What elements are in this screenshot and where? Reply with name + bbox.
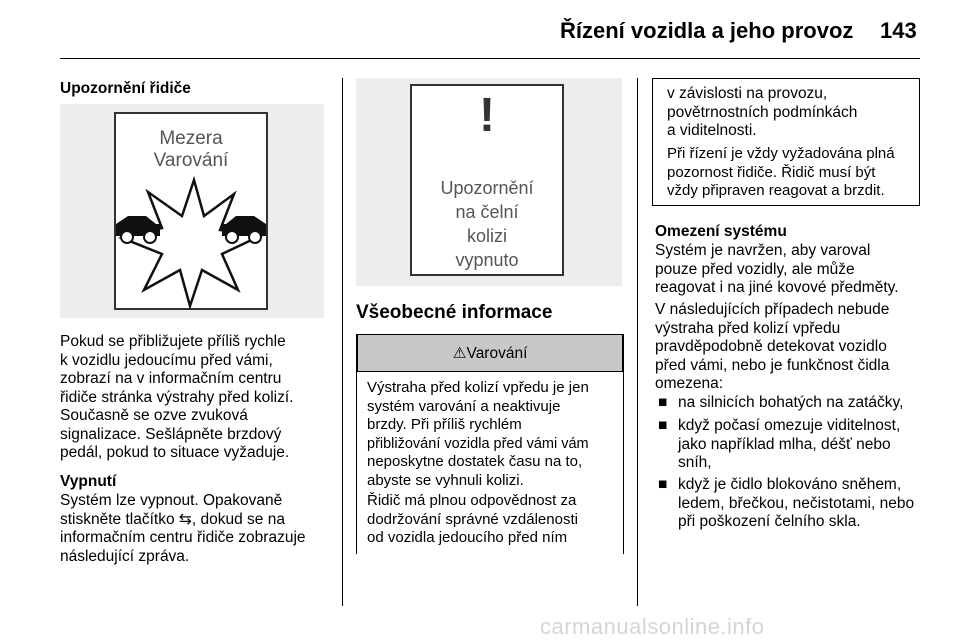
car-right-icon xyxy=(220,210,268,246)
text-line: řidiče stránka výstrahy před kolizí. xyxy=(60,388,294,406)
text-line: neposkytne dostatek času na to, xyxy=(367,453,583,470)
warning-paragraph-1 xyxy=(367,379,623,490)
gap-warning-figure xyxy=(60,104,324,318)
text-line: od vozidla jedoucího před ním xyxy=(367,529,568,546)
text-line: výstraha před kolizí vpředu xyxy=(655,319,841,337)
bullet-icon: ■ xyxy=(658,417,668,434)
box-paragraph-1 xyxy=(667,85,917,141)
column-divider-2 xyxy=(637,78,638,606)
text-line: Pokud se přibližujete příliš rychle xyxy=(60,333,286,350)
text-line: Výstraha před kolizí vpředu je jen xyxy=(367,379,589,396)
warning-triangle-icon: ⚠ xyxy=(452,345,467,362)
text-line: k vozidlu jedoucímu před vámi, xyxy=(60,351,273,369)
text-line: Systém je navržen, aby varoval xyxy=(655,242,871,259)
header-divider xyxy=(60,58,920,59)
text-line: v závislosti na provozu, xyxy=(667,85,828,102)
paragraph-approach-warning xyxy=(60,333,335,463)
text-line: Systém lze vypnout. Opakovaně xyxy=(60,492,283,509)
text-line: informačním centru řidiče zobrazuje xyxy=(60,529,306,546)
figure-text-line3: kolizi xyxy=(466,226,507,246)
text-line: Při řízení je vždy vyžadována plná xyxy=(667,145,895,162)
exclamation-icon: ! xyxy=(479,89,495,142)
text-line: stiskněte tlačítko ⇆, dokud se na xyxy=(60,510,285,528)
text-line: pouze před vozidly, ale může xyxy=(655,260,855,278)
warning-paragraph-2 xyxy=(367,492,623,548)
figure-text-line4: vypnuto xyxy=(455,250,519,270)
text-line: pedál, pokud to situace vyžaduje. xyxy=(60,444,290,461)
text-line: pozornost řidiče. Řidič musí být xyxy=(667,163,876,181)
gap-warning-display xyxy=(114,112,268,310)
text-line: signalizace. Sešlápněte brzdový xyxy=(60,425,282,443)
text-line: sníh, xyxy=(678,454,712,471)
text-line: když je čidlo blokováno sněhem, xyxy=(678,476,902,493)
text-line: na silnicích bohatých na zatáčky, xyxy=(678,394,904,411)
list-item-text xyxy=(678,394,903,413)
text-line: před vámi, nebo je funkčnost čidla xyxy=(655,356,890,374)
paragraph-cases xyxy=(655,301,925,394)
section-heading-driver-warning: Upozornění řidiče xyxy=(60,80,191,97)
text-line: Současně se ozve zvuková xyxy=(60,407,248,424)
text-line: ledem, břečkou, nečistotami, nebo xyxy=(678,494,915,512)
text-line: reagovat i na jiné kovové předměty. xyxy=(655,279,899,296)
text-line: když počasí omezuje viditelnost, xyxy=(678,417,901,434)
text-line: jako například mlha, déšť nebo xyxy=(678,435,891,453)
text-line: systém varování a neaktivuje xyxy=(367,397,561,415)
warning-box-header xyxy=(357,334,623,372)
car-left-icon xyxy=(114,210,162,246)
text-line: následující zpráva. xyxy=(60,547,190,565)
warning-title: Varování xyxy=(466,345,528,362)
warning-box xyxy=(356,334,624,554)
text-line: Řidič má plnou odpovědnost za xyxy=(367,492,577,509)
paragraph-turn-off xyxy=(60,492,335,566)
figure-text-line1: Upozornění xyxy=(440,178,534,198)
watermark: carmanualsonline.info xyxy=(540,614,765,639)
figure-text-line1: Mezera xyxy=(159,128,223,149)
warning-continuation-box xyxy=(652,78,920,206)
text-line: brzdy. Při příliš rychlém xyxy=(367,416,522,433)
bullet-icon: ■ xyxy=(658,394,668,411)
fcw-off-display xyxy=(410,84,564,276)
text-line: a viditelnosti. xyxy=(667,122,757,139)
text-line: pravděpodobně detekovat vozidlo xyxy=(655,338,887,355)
subheading-system-limits: Omezení systému xyxy=(655,223,787,240)
text-line: povětrnostních podmínkách xyxy=(667,103,858,121)
box-paragraph-2 xyxy=(667,145,921,201)
section-heading-general-info: Všeobecné informace xyxy=(356,302,553,323)
text-line: při poškození čelního skla. xyxy=(678,513,861,530)
text-line: zobrazí na v informačním centru xyxy=(60,370,282,387)
page-header-title: Řízení vozidla a jeho provoz xyxy=(560,18,854,43)
bullet-icon: ■ xyxy=(658,476,668,493)
text-line: V následujících případech nebude xyxy=(655,301,890,318)
figure-text-line2: na čelní xyxy=(455,202,519,222)
text-line: vždy připraven reagovat a brzdit. xyxy=(667,182,885,199)
list-item-text xyxy=(678,417,900,473)
list-item-text xyxy=(678,476,914,532)
fcw-off-figure xyxy=(356,78,622,286)
text-line: abyste se vyhnuli kolizi. xyxy=(367,471,524,489)
paragraph-system-design xyxy=(655,242,925,298)
figure-text-line2: Varování xyxy=(153,150,229,171)
text-line: dodržování správné vzdálenosti xyxy=(367,510,578,528)
text-line: omezena: xyxy=(655,375,724,392)
text-line: přibližování vozidla před vámi vám xyxy=(367,435,589,452)
page-number: 143 xyxy=(880,18,917,43)
subheading-turn-off: Vypnutí xyxy=(60,473,117,490)
column-divider-1 xyxy=(342,78,343,606)
